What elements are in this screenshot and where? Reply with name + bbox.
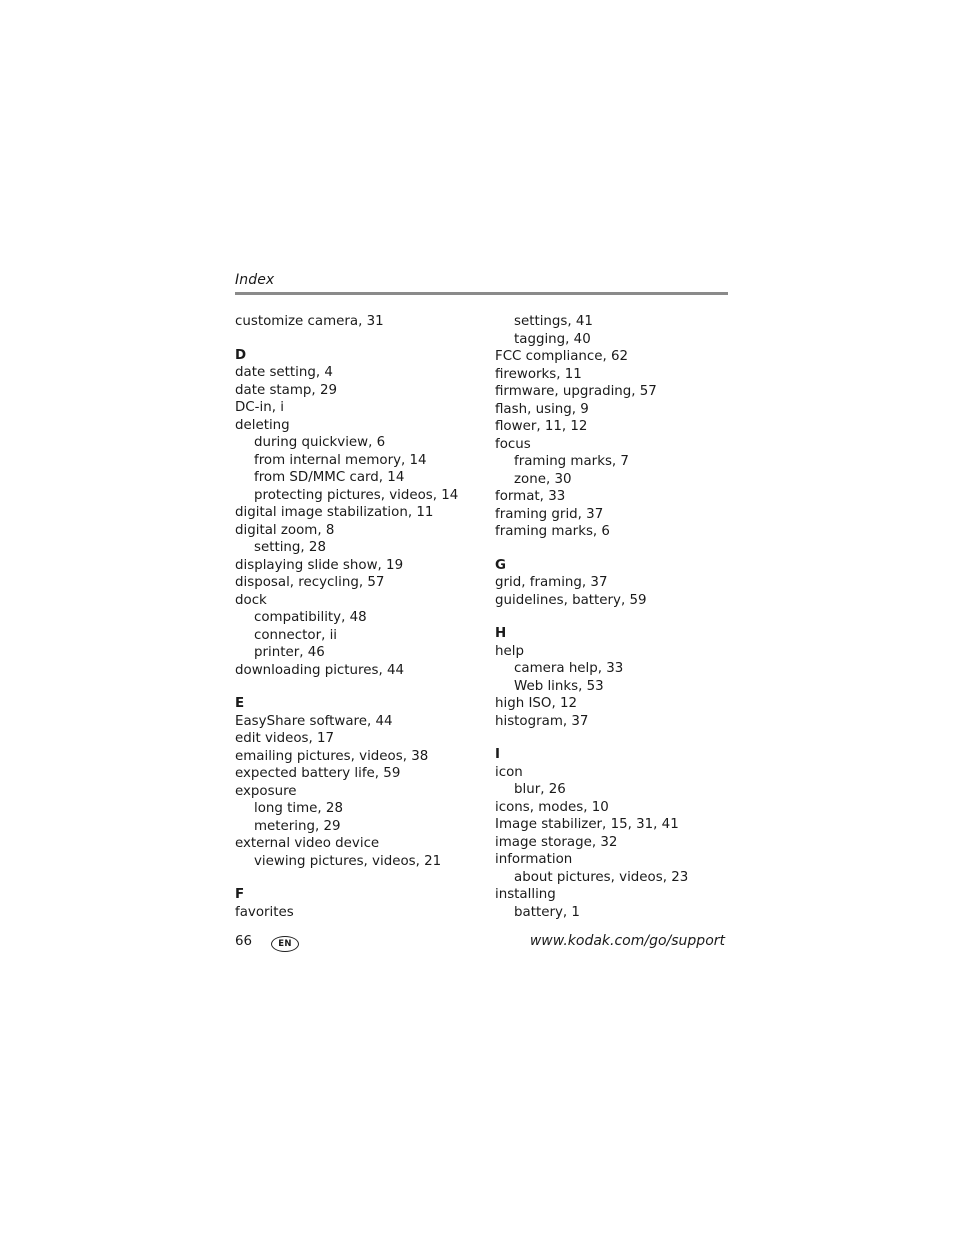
index-column-left <box>235 313 485 921</box>
index-entry: icon <box>495 764 523 780</box>
index-entry: framing marks, 6 <box>495 524 610 539</box>
index-section-letter: F <box>235 887 245 902</box>
index-section-letter: I <box>495 747 500 762</box>
index-entry: image storage, 32 <box>495 834 618 850</box>
language-badge: EN <box>271 936 299 952</box>
index-column-right <box>495 313 735 921</box>
index-entry: deleting <box>235 417 290 433</box>
index-entry: digital zoom, 8 <box>235 522 335 538</box>
index-subentry: blur, 26 <box>514 782 566 797</box>
index-entry: disposal, recycling, 57 <box>235 575 385 590</box>
index-subentry: long time, 28 <box>254 801 343 816</box>
index-subentry: zone, 30 <box>514 471 572 487</box>
index-section-letter: E <box>235 696 245 711</box>
index-entry: displaying slide show, 19 <box>235 557 404 573</box>
index-entry: expected battery life, 59 <box>235 766 401 781</box>
index-subentry: battery, 1 <box>514 904 580 920</box>
index-entry: favorites <box>235 904 294 920</box>
index-subentry: during quickview, 6 <box>254 435 386 450</box>
page-header-title: Index <box>235 272 275 288</box>
index-entry: format, 33 <box>495 489 566 504</box>
index-entry: icons, modes, 10 <box>495 799 609 815</box>
index-subentry: Web links, 53 <box>514 678 604 694</box>
index-entry: grid, framing, 37 <box>495 575 608 590</box>
index-entry: fireworks, 11 <box>495 366 582 382</box>
index-entry: exposure <box>235 783 297 799</box>
index-subentry: setting, 28 <box>254 540 326 555</box>
index-entry: emailing pictures, videos, 38 <box>235 748 429 764</box>
index-entry: dock <box>235 592 267 608</box>
index-subentry: tagging, 40 <box>514 331 591 347</box>
index-entry: downloading pictures, 44 <box>235 662 405 678</box>
index-subentry: from internal memory, 14 <box>254 452 427 468</box>
index-entry: flower, 11, 12 <box>495 419 588 434</box>
index-subentry: connector, ii <box>254 627 338 643</box>
index-entry: FCC compliance, 62 <box>495 349 629 364</box>
index-subentry: compatibility, 48 <box>254 610 367 625</box>
index-subentry: printer, 46 <box>254 645 325 660</box>
index-subentry: about pictures, videos, 23 <box>514 869 689 885</box>
index-entry: help <box>495 643 524 659</box>
header-rule <box>235 292 728 295</box>
index-entry: date setting, 4 <box>235 365 333 380</box>
index-subentry: camera help, 33 <box>514 661 624 676</box>
index-entry: date stamp, 29 <box>235 382 337 398</box>
index-entry: digital image stabilization, 11 <box>235 505 434 520</box>
index-entry: histogram, 37 <box>495 713 589 729</box>
index-subentry: metering, 29 <box>254 818 341 834</box>
index-entry: guidelines, battery, 59 <box>495 592 647 608</box>
index-entry: DC-in, i <box>235 400 284 415</box>
index-section-letter: D <box>235 347 247 363</box>
index-subentry: protecting pictures, videos, 14 <box>254 487 459 503</box>
index-entry: framing grid, 37 <box>495 506 604 522</box>
index-entry: EasyShare software, 44 <box>235 713 393 729</box>
index-subentry: settings, 41 <box>514 314 593 329</box>
index-entry: Image stabilizer, 15, 31, 41 <box>495 817 679 832</box>
index-entry: external video device <box>235 836 380 851</box>
index-entry: high ISO, 12 <box>495 696 577 711</box>
index-entry: information <box>495 852 573 867</box>
index-entry: installing <box>495 887 556 902</box>
index-entry: focus <box>495 436 531 452</box>
index-entry: firmware, upgrading, 57 <box>495 384 657 399</box>
index-subentry: framing marks, 7 <box>514 454 629 469</box>
page-number: 66 <box>235 934 253 949</box>
index-entry: flash, using, 9 <box>495 401 589 417</box>
index-entry: customize camera, 31 <box>235 314 384 329</box>
support-url: www.kodak.com/go/support <box>529 933 725 949</box>
index-subentry: viewing pictures, videos, 21 <box>254 853 442 869</box>
index-subentry: from SD/MMC card, 14 <box>254 470 405 485</box>
index-section-letter: H <box>495 626 507 641</box>
index-entry: edit videos, 17 <box>235 731 335 746</box>
index-section-letter: G <box>495 557 506 573</box>
